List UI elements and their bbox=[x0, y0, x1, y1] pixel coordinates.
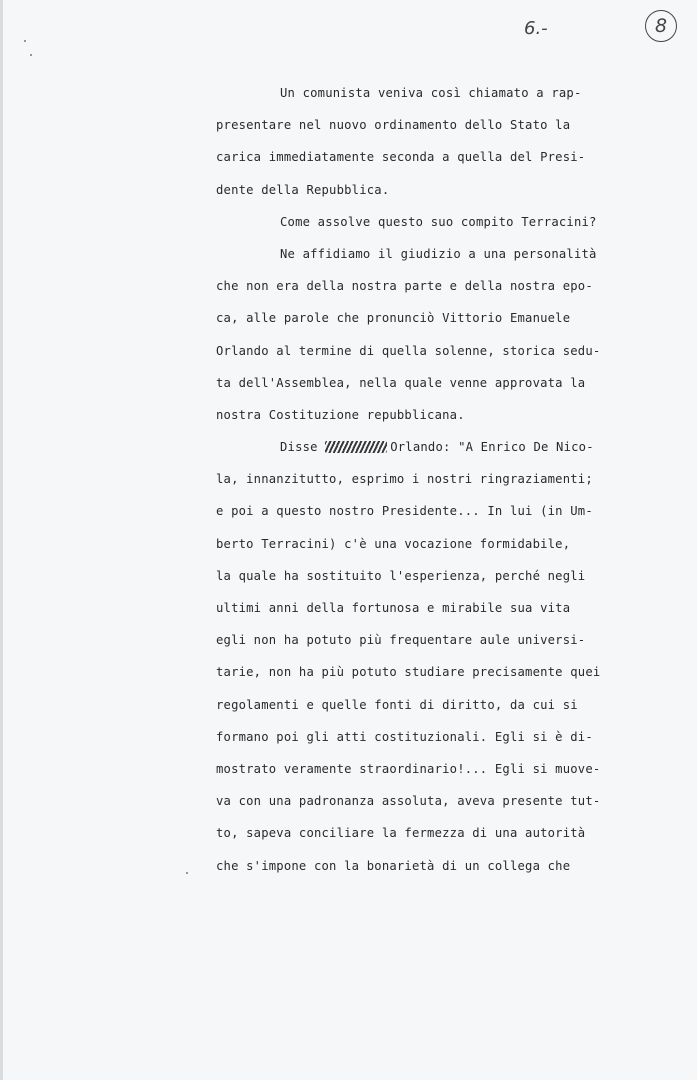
struck-out-word bbox=[325, 441, 387, 453]
text-line: ultimi anni della fortunosa e mirabile sua vita bbox=[216, 601, 571, 615]
text-line: la quale ha sostituito l'esperienza, perché negli bbox=[216, 568, 586, 583]
text-line: tarie, non ha più potuto studiare precisamente quei bbox=[216, 665, 601, 680]
circled-page-number: 8 bbox=[645, 10, 677, 42]
text-line: che non era della nostra parte e della nostra epo- bbox=[216, 279, 593, 294]
text-line: formano poi gli atti costituzionali. Egli si è di- bbox=[216, 729, 593, 744]
text-line: dente della Repubblica. bbox=[216, 182, 390, 197]
text-line: che s'impone con la bonarietà di un collega che bbox=[216, 858, 571, 873]
paper-speck bbox=[30, 54, 32, 56]
paper-edge bbox=[0, 0, 3, 1080]
text-line bbox=[216, 440, 616, 472]
text-line: berto Terracini) c'è una vocazione formidabile, bbox=[216, 536, 571, 551]
text-fragment: Orlando: "A Enrico De Nico- bbox=[390, 440, 594, 455]
text-line: egli non ha potuto più frequentare aule universi- bbox=[216, 633, 586, 648]
text-line: regolamenti e quelle fonti di diritto, da cui si bbox=[216, 697, 578, 712]
text-line: presentare nel nuovo ordinamento dello Stato la bbox=[216, 118, 571, 133]
text-line: nostra Costituzione repubblicana. bbox=[216, 407, 465, 422]
text-line: to, sapeva conciliare la fermezza di una autorità bbox=[216, 826, 586, 841]
paper-speck bbox=[24, 40, 26, 42]
text-line: ta dell'Assemblea, nella quale venne approvata la bbox=[216, 375, 586, 390]
text-line: carica immediatamente seconda a quella del Presi- bbox=[216, 150, 586, 165]
paper-speck bbox=[186, 872, 188, 874]
text-line: Orlando al termine di quella solenne, storica sedu- bbox=[216, 343, 601, 358]
text-line: va con una padronanza assoluta, aveva presente tut- bbox=[216, 794, 601, 809]
text-line: Come assolve questo suo compito Terracini? bbox=[280, 214, 597, 229]
typewritten-text bbox=[216, 86, 616, 891]
text-line: ca, alle parole che pronunciò Vittorio Emanuele bbox=[216, 311, 571, 326]
text-line: mostrato veramente straordinario!... Egli si muove- bbox=[216, 761, 601, 776]
handwritten-page-number: 6.- bbox=[524, 18, 548, 39]
text-line: e poi a questo nostro Presidente... In lui (in Um- bbox=[216, 504, 593, 519]
text-line: Un comunista veniva così chiamato a rap- bbox=[280, 86, 582, 100]
text-fragment: Disse bbox=[280, 440, 318, 455]
text-line: la, innanzitutto, esprimo i nostri ringraziamenti; bbox=[216, 472, 593, 487]
text-line: Ne affidiamo il giudizio a una personalità bbox=[280, 246, 597, 261]
